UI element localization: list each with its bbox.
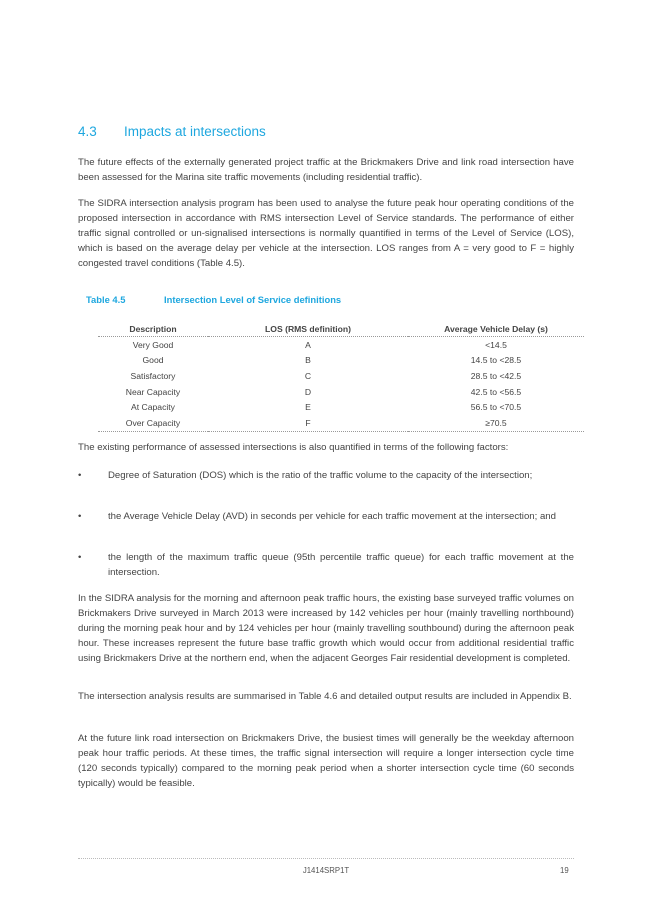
table-cell: At Capacity <box>131 402 175 413</box>
footer-divider <box>78 858 574 859</box>
column-header: Average Vehicle Delay (s) <box>408 321 584 337</box>
paragraph: The existing performance of assessed intersections is also quantified in terms of the following factors: <box>78 442 509 453</box>
bullet-item <box>78 550 574 580</box>
section-number: 4.3 <box>78 124 97 139</box>
table-row <box>98 415 584 431</box>
table-number: Table 4.5 <box>86 294 126 305</box>
table-cell: E <box>305 402 311 413</box>
table-cell: Very Good <box>132 339 174 350</box>
table-cell: Over Capacity <box>98 415 208 431</box>
paragraph: The intersection analysis results are summarised in Table 4.6 and detailed output results are included in Appendix B. <box>78 691 572 702</box>
table-cell: Good <box>142 355 164 366</box>
bullet-icon: • <box>78 470 82 481</box>
table-cell: 28.5 to <42.5 <box>470 370 522 381</box>
table-cell: 56.5 to <70.5 <box>470 402 522 413</box>
bullet-icon: • <box>78 511 82 522</box>
table-cell: 42.5 to <56.5 <box>470 386 522 397</box>
table-cell: Satisfactory <box>130 370 176 381</box>
table-title: Intersection Level of Service definitions <box>164 294 342 305</box>
table-cell: B <box>305 355 311 366</box>
paragraph: In the SIDRA analysis for the morning and afternoon peak traffic hours, the existing base surveyed traffic volumes on Brickmakers Drive surveyed in March 2013 were increased by 142 vehicles per hour (mainly travelling northbound) during the morning peak hour and by 124 vehicles per hour (mainly travelling southbound) during the afternoon peak hour. These increases represent the future base traffic growth which would occur from additional residential traffic using Brickmakers Drive at the northern end, when the adjacent Georges Fair residential development is completed. <box>78 593 574 664</box>
bullet-item <box>78 509 574 524</box>
table-header-row <box>98 321 584 337</box>
section-title: Impacts at intersections <box>124 124 266 139</box>
table-cell: C <box>304 370 312 381</box>
bullet-text: the Average Vehicle Delay (AVD) in seconds per vehicle for each traffic movement at the intersection; and <box>108 511 556 522</box>
bullet-text: Degree of Saturation (DOS) which is the ratio of the traffic volume to the capacity of the intersection; <box>108 470 533 481</box>
paragraph: The future effects of the externally generated project traffic at the Brickmakers Drive and link road intersection have been assessed for the Marina site traffic movements (including residential traffic). <box>78 157 574 183</box>
table-row <box>98 337 584 353</box>
footer-reference: J1414SRP1T <box>302 866 350 875</box>
column-header: LOS (RMS definition) <box>208 321 408 337</box>
table-cell: D <box>304 386 312 397</box>
bullet-item <box>78 468 574 483</box>
table-cell: Near Capacity <box>125 386 181 397</box>
paragraph: The SIDRA intersection analysis program has been used to analyse the future peak hour operating conditions of the proposed intersection in accordance with RMS intersection Level of Service standards. The performance of either traffic signal controlled or un-signalised intersections is normally quantified in terms of the Level of Service (LOS), which is based on the average delay per vehicle at the intersection. LOS ranges from A = very good to F = highly congested travel conditions (Table 4.5). <box>78 198 574 269</box>
bullet-text: the length of the maximum traffic queue (95th percentile traffic queue) for each traffic movement at the intersection. <box>108 552 574 578</box>
bullet-icon: • <box>78 552 82 563</box>
table-cell: 14.5 to <28.5 <box>470 355 522 366</box>
table-row <box>98 353 584 369</box>
page-number: 19 <box>560 866 569 875</box>
table-row <box>98 399 584 415</box>
table-row <box>98 384 584 400</box>
paragraph: At the future link road intersection on Brickmakers Drive, the busiest times will generally be the weekday afternoon peak hour traffic periods. At these times, the traffic signal intersection will require a longer intersection cycle time (120 seconds typically) compared to the morning peak period when a shorter intersection cycle time (60 seconds typically) would be feasible. <box>78 733 574 789</box>
table-caption <box>86 294 341 305</box>
los-table <box>98 321 584 432</box>
table-cell: A <box>305 339 311 350</box>
table-cell: F <box>208 415 408 431</box>
table-cell: <14.5 <box>485 339 507 350</box>
table-cell: ≥70.5 <box>408 415 584 431</box>
table-row <box>98 368 584 384</box>
column-header: Description <box>98 321 208 337</box>
section-heading <box>78 124 266 139</box>
